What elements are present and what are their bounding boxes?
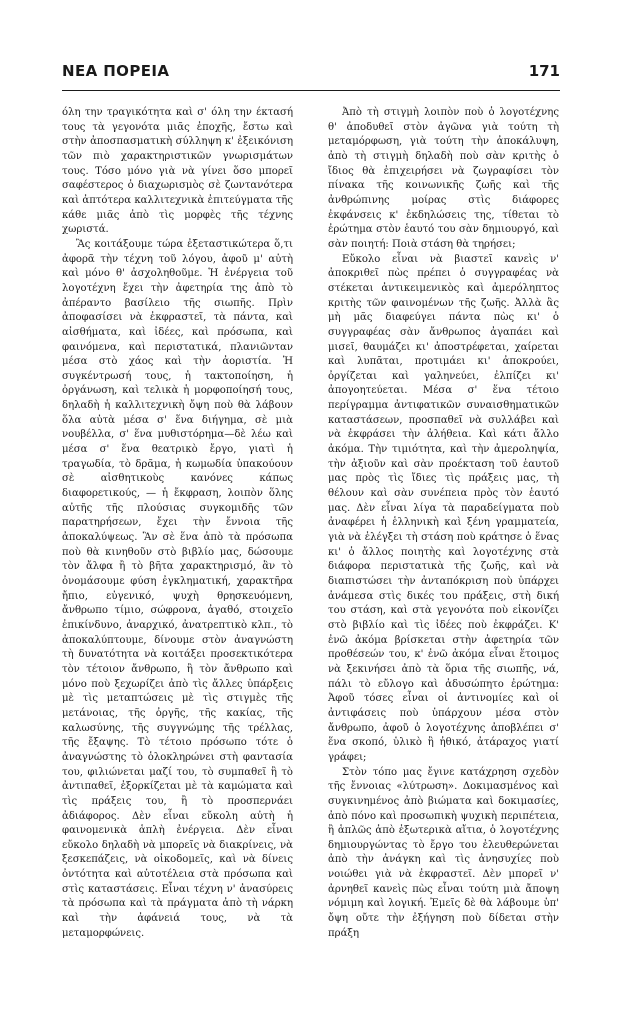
left-paragraph-1: όλη την τραγικότητα καὶ σ' όλη την έκτασή τους τὰ γεγονότα μιᾶς ἐποχῆς, ἔστω καὶ στὴν ἀποσπασματικὴ σύλληψη κ' ἐξεικόνιση τῶν πιὸ χαρακτηριστικῶν γνωρισμάτων τους. Τόσο μόνο γιὰ νὰ γίνει ὅσο μπορεῖ σαφέστερος ὁ διαχωρισμὸς σὲ ζωντανότερα καὶ ἀπτότερα καλλιτεχνικὰ ἐπιτεύγματα τῆς κάθε μιᾶς ἀπὸ τὶς μορφὲς τῆς τέχνης χωριστά. [62, 107, 293, 236]
left-column [62, 106, 293, 941]
header-rule [62, 90, 560, 91]
right-paragraph-3: Στὸν τόπο μας ἔγινε κατάχρηση σχεδὸν τῆς ἔννοιας «λύτρωση». Δοκιμασμένος καὶ συγκινημένος ἀπὸ βιώματα καὶ δοκιμασίες, ἀπὸ πόνο καὶ προσωπικὴ ψυχικὴ περιπέτεια, ἢ ἁπλῶς ἀπὸ ἐξωτερικὰ αἴτια, ὁ λογοτέχνης δημιουργώντας τὸ ἔργο του ἐλευθερώνεται ἀπὸ τὴν ἀνάγκη καὶ τὶς ἀνησυχίες ποὺ νοιώθει γιὰ νὰ ἐκφραστεῖ. Δὲν μπορεῖ ν' ἀρνηθεῖ κανεὶς πὼς εἶναι τούτη μιὰ ἄποψη νόμιμη καὶ λογική. Ἐμεῖς δὲ θὰ λάβουμε ὑπ' ὄψη οὔτε τὴν ἐξήγηση ποὺ δίδεται στὴν πράξη [328, 766, 559, 939]
left-paragraph-2: Ἂς κοιτάξουμε τώρα ἐξεταστικώτερα ὅ,τι ἀφορᾶ τὴν τέχνη τοῦ λόγου, ἀφοῦ μ' αὐτὴ καὶ μόνο θ' ἀσχοληθοῦμε. Ἡ ἐνέργεια τοῦ λογοτέχνη ἔχει τὴν ἀφετηρία της ἀπὸ τὸ ἀπέραντο βασίλειο τῆς σιωπῆς. Πρὶν ἀποφασίσει νὰ ἐκφραστεῖ, τὰ πάντα, καὶ αἰσθήματα, καὶ ἰδέες, καὶ πρόσωπα, καὶ φαινόμενα, καὶ περιστατικά, πλανιῶνταν μέσα στὸ χάος καὶ τὴν ἀοριστία. Ἡ συγκέντρωσή τους, ἡ τακτοποίηση, ἡ ὀργάνωση, καὶ τελικὰ ἡ μορφοποίησή τους, δηλαδὴ ἡ καλλιτεχνικὴ ὄψη ποὺ θὰ λάβουν ὅλα αὐτὰ μέσα σ' ἕνα διήγημα, σὲ μιὰ νουβέλλα, σ' ἕνα μυθιστόρημα—δὲ λέω καὶ μέσα σ' ἕνα θεατρικὸ ἔργο, γιατὶ ἡ τραγωδία, τὸ δρᾶμα, ἡ κωμωδία ὑπακούουν σὲ αἰσθητικοὺς κανόνες κάπως διαφορετικούς, — ἡ ἔκφραση, λοιπὸν ὅλης αὐτῆς τῆς πλούσιας συγκομιδῆς τῶν παρατηρήσεων, ἔχει τὴν ἔννοια τῆς ἀποκαλύψεως. Ἂν σὲ ἕνα ἀπὸ τὰ πρόσωπα ποὺ θὰ κινηθοῦν στὸ βιβλίο μας, δώσουμε τὸν ἄλφα ἢ τὸ βῆτα χαρακτηρισμό, ἂν τὸ ὀνομάσουμε φύση ἐγκληματική, χαρακτῆρα ἤπιο, εὐγενικό, ψυχὴ θρησκευόμενη, ἄνθρωπο τίμιο, σώφρονα, ἀγαθό, στοιχεῖο ἐπικίνδυνο, ἀναρχικό, ἀνατρεπτικὸ κλπ., τὸ ἀποκαλύπτουμε, δίνουμε στὸν ἀναγνώστη τὴ δυνατότητα νὰ κοιτάξει προσεκτικότερα τὸν τέτοιον ἄνθρωπο, ἢ τὸν ἄνθρωπο καὶ μόνο ποὺ ξεχωρίζει ἀπὸ τὶς ἄλλες ὑπάρξεις μὲ τὶς μεταπτώσεις μὲ τὶς στιγμὲς τῆς μετάνοιας, τῆς ὀργῆς, τῆς κακίας, τῆς καλωσύνης, τῆς συγγνώμης τῆς τρέλλας, τῆς ἔξαψης. Τὸ τέτοιο πρόσωπο τότε ὁ ἀναγνώστης τὸ ὁλοκληρώνει στὴ φαντασία του, φιλιώνεται μαζί του, τὸ συμπαθεῖ ἢ τὸ ἀντιπαθεῖ, ἐξορκίζεται μὲ τὰ καμώματα καὶ τὶς πράξεις του, ἢ τὸ προσπερνάει ἀδιάφορος. Δὲν εἶναι εὔκολη αὐτὴ ἡ φαινομενικὰ ἁπλὴ ἐνέργεια. Δὲν εἶναι εὔκολο δηλαδὴ νὰ μπορεῖς νὰ διακρίνεις, νὰ ξεσκεπάζεις, νὰ οἰκοδομεῖς, καὶ νὰ δίνεις ὀντότητα καὶ αὐτοτέλεια στὰ πρόσωπα καὶ στὶς καταστάσεις. Εἶναι τέχνη ν' ἀνασύρεις τὰ πρόσωπα καὶ τὰ πράγματα ἀπὸ τὴ νάρκη καὶ τὴν ἀφάνειά τους, νὰ τὰ μεταμορφώνεις. [62, 238, 293, 939]
right-column [328, 106, 559, 941]
page-header [62, 62, 560, 90]
journal-title: ΝΕΑ ΠΟΡΕΙΑ [62, 62, 170, 80]
right-paragraph-2: Εὔκολο εἶναι νὰ βιαστεῖ κανεὶς ν' ἀποκριθεῖ πὼς πρέπει ὁ συγγραφέας νὰ στέκεται ἀντικειμενικὸς καὶ ἀμερόληπτος κριτὴς τῶν φαινομένων τῆς ζωῆς. Ἀλλὰ ἂς μὴ μᾶς διαφεύγει πάντα πὼς κι' ὁ συγγραφέας σὰν ἄνθρωπος ἀγαπάει καὶ μισεῖ, θαυμάζει κι' ἀποστρέφεται, χαίρεται καὶ λυπᾶται, προτιμάει κι' ἀποκρούει, ὀργίζεται καὶ γαληνεύει, ἐλπίζει κι' ἀπογοητεύεται. Μέσα σ' ἕνα τέτοιο περίγραμμα ἀντιφατικῶν συναισθηματικῶν καταστάσεων, προσπαθεῖ νὰ συλλάβει καὶ νὰ ἐκφράσει τὴν ἀλήθεια. Καὶ κάτι ἄλλο ἀκόμα. Τὴν τιμιότητα, καὶ τὴν ἀμεροληψία, τὴν ἀξιοῦν καὶ σὰν προέκταση τοῦ ἑαυτοῦ μας πρὸς τὶς ἴδιες τὶς πράξεις μας, τὴ θέλουν καὶ σὰν συνέπεια πρὸς τὸν ἑαυτό μας. Δὲν εἶναι λίγα τὰ παραδείγματα ποὺ ἀναφέρει ἡ ἑλληνικὴ καὶ ξένη γραμματεία, γιὰ νὰ ἐλέγξει τὴ στάση ποὺ κράτησε ὁ ἕνας κι' ὁ ἄλλος ποιητὴς καὶ λογοτέχνης στὰ διάφορα περιστατικὰ τῆς ζωῆς, καὶ νὰ διαπιστώσει τὴν ἀνταπόκριση ποὺ ὑπάρχει ἀνάμεσα στὶς δικές του πράξεις, στὴ δική του στάση, καὶ στὰ γεγονότα ποὺ εἰκονίζει στὸ βιβλίο καὶ τὶς ἰδέες ποὺ ἐκφράζει. Κ' ἐνῶ ἀκόμα βρίσκεται στὴν ἀφετηρία τῶν προθέσεών του, κ' ἐνῶ ἀκόμα εἶναι ἕτοιμος νὰ ξεκινήσει ἀπὸ τὰ ὅρια τῆς σιωπῆς, νά, πάλι τὸ εὔλογο καὶ ἀδυσώπητο ἐρώτημα: Ἀφοῦ τόσες εἶναι οἱ ἀντινομίες καὶ οἱ ἀντιφάσεις ποὺ ὑπάρχουν μέσα στὸν ἄνθρωπο, ἀφοῦ ὁ λογοτέχνης ἀποβλέπει σ' ἕνα σκοπό, ὑλικὸ ἢ ἠθικό, ἀτάραχος γιατί γράφει; [328, 253, 559, 763]
right-paragraph-1: Ἀπὸ τὴ στιγμὴ λοιπὸν ποὺ ὁ λογοτέχνης θ' ἀποδυθεῖ στὸν ἀγῶνα γιὰ τούτη τὴ μεταμόρφωση, γιὰ τούτη τὴν ἀποκάλυψη, ἀπὸ τὴ στιγμὴ δηλαδὴ ποὺ σὰν κριτὴς ὁ ἴδιος θὰ ἐπιχειρήσει νὰ ζωγραφίσει τὸν πίνακα τῆς κοινωνικῆς ζωῆς καὶ τῆς ἀνθρώπινης μοίρας στὶς διάφορες ἐκφάνσεις κ' ἐκδηλώσεις της, τίθεται τὸ ἐρώτημα στὸν ἑαυτό του σὰν δημιουργό, καὶ σὰν ποιητή: Ποιὰ στάση θὰ τηρήσει; [328, 107, 559, 250]
page-number: 171 [528, 62, 560, 80]
